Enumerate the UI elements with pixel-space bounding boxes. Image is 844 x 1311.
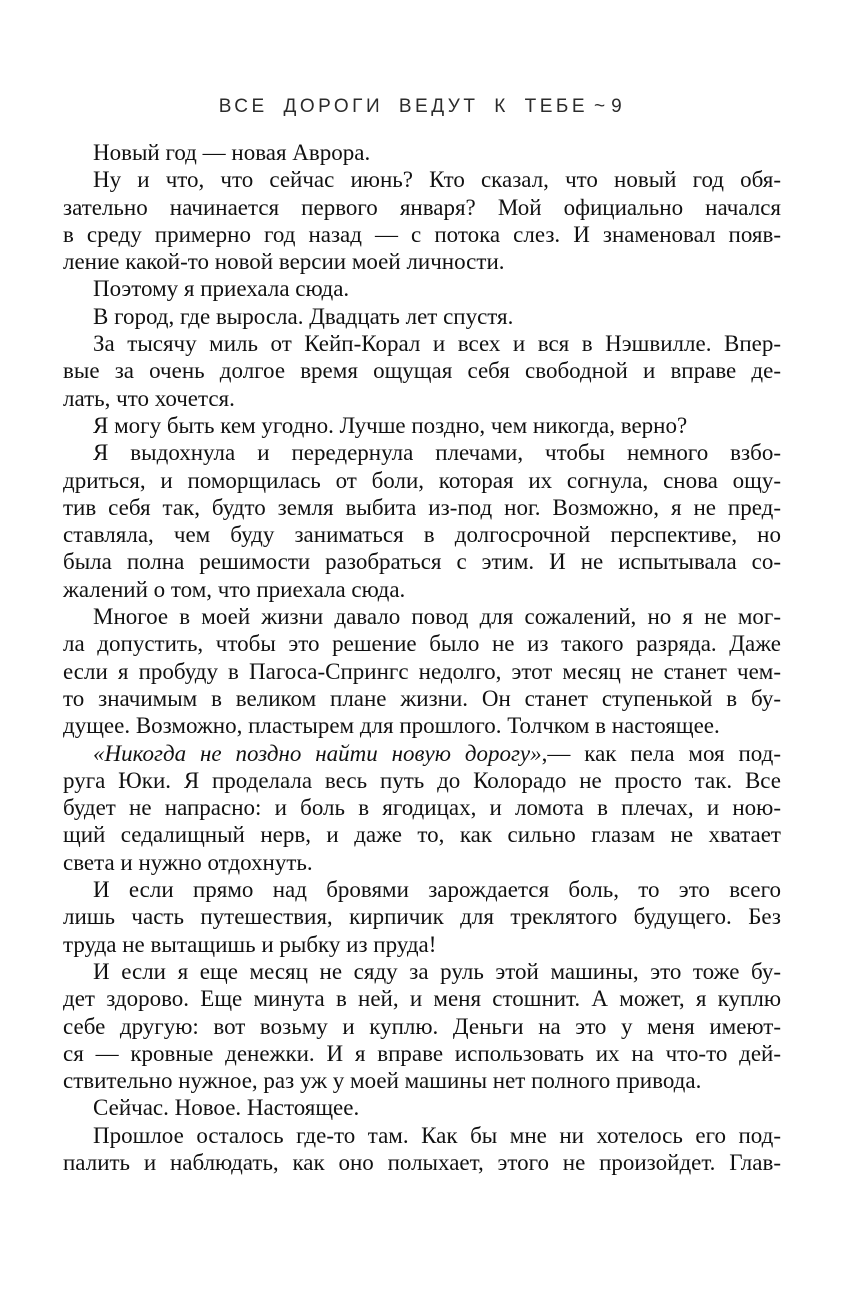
text-segment: зательно начинается первого января? Мой официально начался	[63, 194, 781, 220]
text-segment: Ну и что, что сейчас июнь? Кто сказал, что новый год обя-	[93, 167, 781, 193]
paragraph	[63, 439, 781, 603]
text-line	[63, 548, 781, 575]
text-line	[63, 1013, 781, 1040]
text-segment: Я выдохнула и передернула плечами, чтобы немного взбо-	[93, 440, 781, 466]
text-segment: В город, где выросла. Двадцать лет спустя.	[93, 303, 514, 329]
text-line	[63, 439, 781, 466]
text-line	[63, 494, 781, 521]
text-line	[63, 330, 781, 357]
paragraph	[63, 876, 781, 958]
text-segment: дущее. Возможно, пластырем для прошлого. Толчком в настоящее.	[63, 713, 720, 739]
text-line	[63, 712, 781, 739]
text-segment: лать, что хочется.	[63, 385, 235, 411]
text-segment: жалений о том, что приехала сюда.	[63, 576, 406, 602]
paragraph	[63, 303, 781, 330]
text-line	[63, 958, 781, 985]
text-line	[63, 303, 781, 330]
text-segment: света и нужно отдохнуть.	[63, 849, 313, 875]
text-line	[63, 1122, 781, 1149]
page-number: 9	[611, 96, 626, 117]
text-line	[63, 985, 781, 1012]
paragraph	[63, 958, 781, 1094]
paragraph	[63, 603, 781, 739]
text-line	[63, 275, 781, 302]
text-line	[63, 248, 781, 275]
text-segment: ставляла, чем буду заниматься в долгосрочной перспективе, но	[63, 522, 781, 548]
text-segment: лишь часть путешествия, кирпичик для треклятого будущего. Без	[63, 904, 781, 930]
text-segment: была полна решимости разобраться с этим. И не испытывала со-	[63, 549, 781, 575]
text-segment: труда не вытащишь и рыбку из пруда!	[63, 931, 437, 957]
paragraph	[63, 330, 781, 412]
text-segment: то значимым в великом плане жизни. Он станет ступенькой в бу-	[63, 685, 781, 711]
text-line	[63, 166, 781, 193]
text-line	[63, 876, 781, 903]
paragraph	[63, 412, 781, 439]
text-segment: себе другую: вот возьму и куплю. Деньги на это у меня имеют-	[63, 1013, 781, 1039]
text-line	[63, 685, 781, 712]
text-line	[63, 576, 781, 603]
text-line	[63, 767, 781, 794]
text-segment: дриться, и поморщилась от боли, которая их согнула, снова ощу-	[63, 467, 781, 493]
text-line	[63, 630, 781, 657]
text-segment: если я пробуду в Пагоса-Спрингс недолго, этот месяц не станет чем-	[63, 658, 781, 684]
text-segment: ление какой-то новой версии моей личности.	[63, 249, 505, 275]
text-segment: Поэтому я приехала сюда.	[93, 276, 350, 302]
text-segment: Я могу быть кем угодно. Лучше поздно, чем никогда, верно?	[93, 412, 688, 438]
text-segment: будет не напрасно: и боль в ягодицах, и ломота в плечах, и ною-	[63, 795, 781, 821]
header-separator: ~	[594, 96, 606, 117]
text-segment: Многое в моей жизни давало повод для сожалений, но я не мог-	[93, 604, 781, 630]
text-segment: Прошлое осталось где-то там. Как бы мне ни хотелось его под-	[93, 1122, 781, 1148]
paragraph	[63, 1122, 781, 1177]
text-line	[63, 194, 781, 221]
text-line	[63, 412, 781, 439]
text-segment: ла допустить, чтобы это решение было не из такого разряда. Даже	[63, 631, 781, 657]
text-line	[63, 1149, 781, 1176]
text-segment: И если я еще месяц не сяду за руль этой машины, это тоже бу-	[93, 958, 781, 984]
text-line	[63, 603, 781, 630]
text-segment: Новый год — новая Аврора.	[93, 140, 371, 165]
paragraph	[63, 166, 781, 275]
quote-italic-text: «Никогда не поздно найти новую дорогу»	[93, 740, 542, 766]
text-line	[63, 903, 781, 930]
text-line	[63, 139, 781, 166]
text-line	[63, 1040, 781, 1067]
text-line	[63, 221, 781, 248]
text-line	[63, 794, 781, 821]
running-header	[0, 96, 844, 118]
text-segment: щий седалищный нерв, и даже то, как сильно глазам не хватает	[63, 822, 781, 848]
text-segment: ствительно нужное, раз уж у моей машины нет полного привода.	[63, 1068, 702, 1094]
running-title: ВСЕ ДОРОГИ ВЕДУТ К ТЕБЕ	[218, 96, 589, 117]
paragraph	[63, 139, 781, 166]
text-line	[63, 849, 781, 876]
text-segment: дет здорово. Еще минута в ней, и меня стошнит. А может, я куплю	[63, 986, 781, 1012]
text-segment: руга Юки. Я проделала весь путь до Колорадо не просто так. Все	[63, 767, 781, 793]
text-segment: И если прямо над бровями зарождается боль, то это всего	[93, 877, 781, 903]
text-line	[63, 931, 781, 958]
text-segment: ,— как пела моя под-	[541, 740, 781, 766]
text-segment: За тысячу миль от Кейп-Корал и всех и вся в Нэшвилле. Впер-	[93, 331, 781, 357]
text-segment: тив себя так, будто земля выбита из-под ног. Возможно, я не пред-	[63, 494, 781, 520]
text-segment: в среду примерно год назад — с потока слез. И знаменовал появ-	[63, 221, 781, 247]
text-line	[63, 740, 781, 767]
text-segment: вые за очень долгое время ощущая себя свободной и вправе де-	[63, 358, 781, 384]
paragraph	[63, 740, 781, 876]
text-line	[63, 1067, 781, 1094]
paragraph	[63, 275, 781, 302]
text-line	[63, 821, 781, 848]
text-line	[63, 658, 781, 685]
text-line	[63, 467, 781, 494]
text-line	[63, 357, 781, 384]
text-line	[63, 385, 781, 412]
page-text	[63, 139, 781, 1176]
text-segment: Сейчас. Новое. Настоящее.	[93, 1095, 360, 1121]
paragraph	[63, 1094, 781, 1121]
text-line	[63, 521, 781, 548]
text-segment: палить и наблюдать, как оно полыхает, этого не произойдет. Глав-	[63, 1149, 781, 1175]
text-segment: ся — кровные денежки. И я вправе использовать их на что-то дей-	[63, 1040, 781, 1066]
text-line	[63, 1094, 781, 1121]
